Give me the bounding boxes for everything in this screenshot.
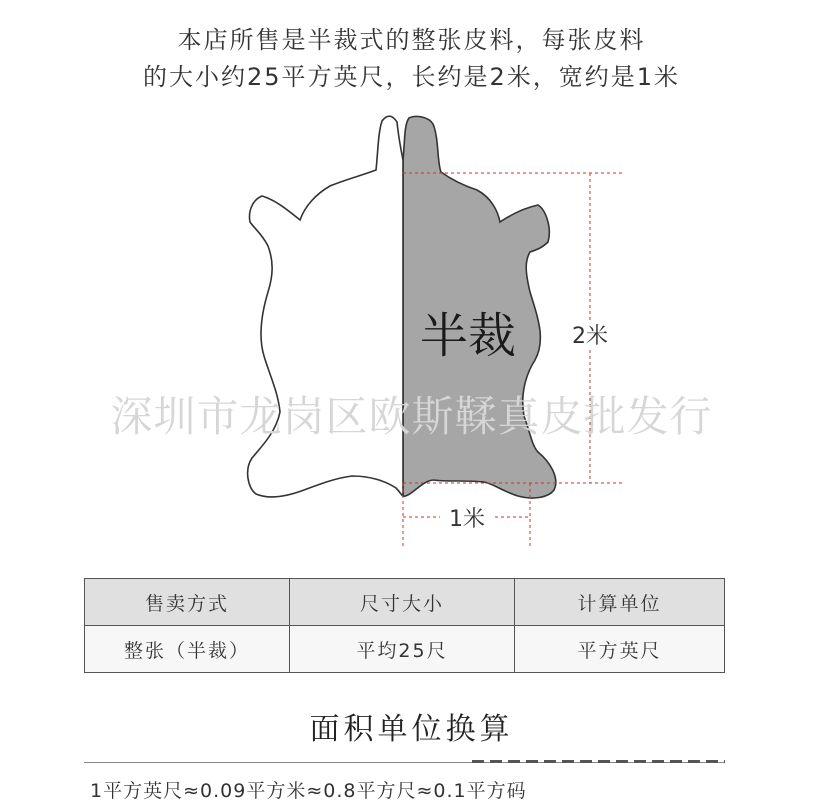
width-label: 1米 [449, 507, 485, 532]
header-size: 尺寸大小 [290, 579, 515, 626]
conversion-title: 面积单位换算 [309, 712, 514, 747]
cell-unit: 平方英尺 [515, 626, 725, 673]
half-cut-label: 半裁 [419, 308, 517, 364]
watermark: 深圳市龙岗区欧斯鞣真皮批发行 [110, 392, 713, 441]
cell-size: 平均25尺 [290, 626, 515, 673]
length-label: 2米 [572, 324, 608, 349]
intro-line-1: 本店所售是半裁式的整张皮料，每张皮料 [177, 26, 646, 54]
hide-half-left [248, 116, 403, 497]
spec-table [84, 578, 725, 673]
conversion-formula: 1平方英尺≈0.09平方米≈0.8平方尺≈0.1平方码 [90, 780, 527, 802]
spec-table-header-row [85, 579, 725, 626]
cell-sale-method: 整张（半裁） [85, 626, 290, 673]
table-row [85, 626, 725, 673]
header-sale-method: 售卖方式 [85, 579, 290, 626]
divider-dashed [472, 760, 725, 763]
header-unit: 计算单位 [515, 579, 725, 626]
intro-line-2: 的大小约25平方英尺，长约是2米，宽约是1米 [142, 63, 681, 91]
